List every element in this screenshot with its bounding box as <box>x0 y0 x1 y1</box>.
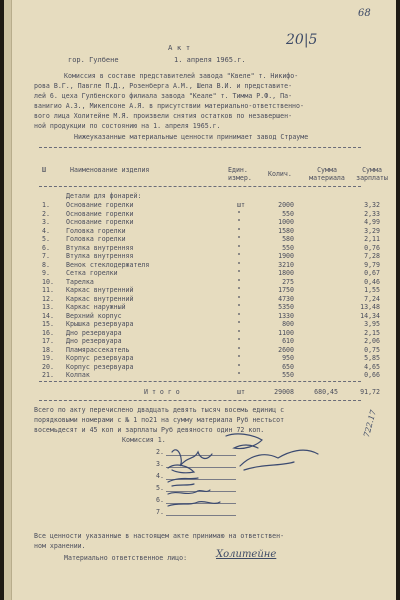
table-section-title: Детали для фонарей: <box>66 192 142 200</box>
col-header-salary-sum: Сумма зарплаты <box>356 166 388 182</box>
total-unit: шт <box>237 388 245 396</box>
row-quantity: 275 <box>282 277 294 286</box>
row-quantity: 650 <box>282 362 294 371</box>
row-unit: " <box>237 354 241 362</box>
responsible-label: Материально ответственное лицо: <box>64 554 188 562</box>
table-header-rule <box>39 186 361 187</box>
row-item-name: Основание горелки <box>66 209 134 218</box>
row-unit: " <box>237 362 241 371</box>
intro-line: рова В.Г., Павгле П.Д., Розенберга А.М., Шепа В.И. и представите- <box>34 82 293 90</box>
col-header-quantity: Колич. <box>268 170 292 178</box>
handwritten-page-number: 68 <box>358 8 371 19</box>
row-number: 17. <box>42 337 54 345</box>
row-number: 20. <box>42 362 54 371</box>
page-binding-edge <box>4 0 12 600</box>
summary-line: восемьдесят и 45 коп и зарплаты Руб девяносто один 72 коп. <box>34 426 265 434</box>
row-salary-sum: 3,29 <box>364 226 380 235</box>
row-number: 18. <box>42 345 54 354</box>
row-unit: " <box>237 252 241 260</box>
row-unit: " <box>237 311 241 320</box>
row-unit: " <box>237 303 241 311</box>
row-salary-sum: 3,32 <box>364 201 380 209</box>
row-quantity: 550 <box>282 243 294 252</box>
intro-line: Комиссия в составе представителей завода "Квеле" т. Никифо- <box>64 72 299 80</box>
responsible-signature: Холитейне <box>216 549 277 560</box>
row-number: 4. <box>42 226 50 235</box>
row-item-name: Пламярассекатель <box>66 345 130 354</box>
row-item-name: Каркас наружный <box>66 303 126 311</box>
row-item-name: Колпак <box>66 371 90 379</box>
row-quantity: 800 <box>282 320 294 328</box>
summary-line: Всего по акту перечислено двадцать девять тысяч восемь единиц с <box>34 406 285 414</box>
signature-scribble <box>168 478 198 486</box>
signature-scribble <box>226 434 262 449</box>
signature-scribble <box>168 502 220 506</box>
row-salary-sum: 7,24 <box>364 294 380 303</box>
row-number: 9. <box>42 269 50 277</box>
row-item-name: Основание горелки <box>66 201 134 209</box>
row-salary-sum: 5,85 <box>364 354 380 362</box>
row-item-name: Сетка горелки <box>66 269 118 277</box>
col-header-unit: Един. измер. <box>228 166 252 182</box>
row-salary-sum: 2,06 <box>364 337 380 345</box>
handwritten-doc-number: 20|5 <box>286 32 318 48</box>
closing-line: ном хранении. <box>34 542 86 550</box>
member-number: 2. <box>156 448 164 456</box>
table-top-rule <box>39 147 361 148</box>
row-unit: " <box>237 328 241 337</box>
row-unit: " <box>237 286 241 294</box>
intro-line: ной продукции по состоянию на 1. апреля 1965.г. <box>34 122 221 130</box>
intro-line: лей 6. цеха Гулбенского филиала завода "Кеале" т. Тимма Р.Ф., Па- <box>34 92 293 100</box>
signature-scribble <box>168 490 210 494</box>
row-unit: " <box>237 218 241 226</box>
row-quantity: 550 <box>282 371 294 379</box>
row-salary-sum: 0,75 <box>364 345 380 354</box>
row-salary-sum: 0,66 <box>364 371 380 379</box>
row-quantity: 1750 <box>278 286 294 294</box>
row-number: 14. <box>42 311 54 320</box>
row-unit: " <box>237 294 241 303</box>
row-number: 11. <box>42 286 54 294</box>
row-quantity: 2000 <box>278 201 294 209</box>
col-header-name: Наименование изделия <box>70 166 150 174</box>
handwritten-side-mark: 722.17 <box>362 408 378 439</box>
member-number: 6. <box>156 496 164 504</box>
signature-scribble <box>168 465 194 473</box>
closing-line: Все ценности указанные в настоящем акте принимаю на ответствен- <box>34 532 285 540</box>
row-salary-sum: 14,34 <box>360 311 380 320</box>
row-number: 1. <box>42 201 50 209</box>
row-unit: " <box>237 345 241 354</box>
city-line: гор. Гулбене <box>68 56 119 64</box>
row-salary-sum: 0,76 <box>364 243 380 252</box>
row-unit: " <box>237 235 241 243</box>
row-unit: " <box>237 260 241 269</box>
row-salary-sum: 0,46 <box>364 277 380 286</box>
row-unit: " <box>237 371 241 379</box>
summary-line: порядковыми номерами с № 1 по21 на сумму материала Руб нестьсот <box>34 416 285 424</box>
row-number: 15. <box>42 320 54 328</box>
document-page <box>4 0 396 600</box>
row-item-name: Дно резервуара <box>66 337 122 345</box>
row-item-name: Основание горелки <box>66 218 134 226</box>
row-salary-sum: 7,28 <box>364 252 380 260</box>
row-unit: шт <box>237 201 245 209</box>
row-unit: " <box>237 337 241 345</box>
row-item-name: Тарелка <box>66 277 94 286</box>
row-salary-sum: 9,79 <box>364 260 380 269</box>
intro-line: ванигио А.З., Микелсоне А.Я. в присутствии материально-ответственно- <box>34 102 304 110</box>
row-item-name: Корпус резервуара <box>66 354 134 362</box>
row-quantity: 610 <box>282 337 294 345</box>
row-number: 13. <box>42 303 54 311</box>
row-number: 12. <box>42 294 54 303</box>
total-rule <box>39 400 361 401</box>
row-quantity: 1900 <box>278 252 294 260</box>
row-quantity: 1000 <box>278 218 294 226</box>
row-quantity: 950 <box>282 354 294 362</box>
row-quantity: 2600 <box>278 345 294 354</box>
row-item-name: Каркас внутренний <box>66 294 134 303</box>
total-material-sum: 680,45 <box>314 388 338 396</box>
row-unit: " <box>237 277 241 286</box>
row-unit: " <box>237 320 241 328</box>
row-unit: " <box>237 209 241 218</box>
row-unit: " <box>237 269 241 277</box>
row-item-name: Дно резервуара <box>66 328 122 337</box>
act-title: А к т <box>168 43 191 52</box>
row-item-name: Втулка внутренняя <box>66 252 134 260</box>
row-salary-sum: 2,33 <box>364 209 380 218</box>
row-number: 19. <box>42 354 54 362</box>
row-item-name: Венок стеклодержателя <box>66 260 150 269</box>
total-quantity: 29008 <box>274 388 294 396</box>
row-salary-sum: 13,48 <box>360 303 380 311</box>
commission-label: Комиссия 1. <box>122 436 166 444</box>
row-item-name: Втулка внутренняя <box>66 243 134 252</box>
row-quantity: 1800 <box>278 269 294 277</box>
member-number: 7. <box>156 508 164 516</box>
date-line: 1. апреля 1965.г. <box>174 56 246 64</box>
table-bottom-rule <box>39 381 361 382</box>
row-item-name: Крышка резервуара <box>66 320 134 328</box>
member-number: 3. <box>156 460 164 468</box>
row-quantity: 5350 <box>278 303 294 311</box>
row-quantity: 3210 <box>278 260 294 269</box>
row-number: 5. <box>42 235 50 243</box>
row-item-name: Верхний корпус <box>66 311 122 320</box>
intro-line: вого лица Холитейне М.Я. произвели снятия остатков по незавершен- <box>34 112 293 120</box>
row-number: 3. <box>42 218 50 226</box>
accept-line: Нижеуказанные материальные ценности принимает завод Страуме <box>74 133 309 141</box>
row-quantity: 4730 <box>278 294 294 303</box>
row-salary-sum: 4,65 <box>364 362 380 371</box>
row-number: 16. <box>42 328 54 337</box>
col-header-material-sum: Сумма материала <box>309 166 345 182</box>
member-number: 5. <box>156 484 164 492</box>
row-number: 2. <box>42 209 50 218</box>
row-unit: " <box>237 243 241 252</box>
signature-scribble <box>172 450 212 466</box>
row-item-name: Каркас внутренний <box>66 286 134 294</box>
row-number: 6. <box>42 243 50 252</box>
signature-scribble <box>240 450 318 470</box>
row-number: 8. <box>42 260 50 269</box>
row-quantity: 1100 <box>278 328 294 337</box>
row-salary-sum: 1,55 <box>364 286 380 294</box>
row-number: 21. <box>42 371 54 379</box>
row-quantity: 1580 <box>278 226 294 235</box>
member-number: 4. <box>156 472 164 480</box>
row-quantity: 580 <box>282 235 294 243</box>
row-item-name: Головка горелки <box>66 226 126 235</box>
row-unit: " <box>237 226 241 235</box>
row-salary-sum: 0,67 <box>364 269 380 277</box>
row-salary-sum: 2,15 <box>364 328 380 337</box>
row-salary-sum: 2,11 <box>364 235 380 243</box>
row-salary-sum: 4,99 <box>364 218 380 226</box>
row-number: 10. <box>42 277 54 286</box>
row-quantity: 1330 <box>278 311 294 320</box>
row-item-name: Головка горелки <box>66 235 126 243</box>
total-salary-sum: 91,72 <box>360 388 380 396</box>
total-label: И т о г о <box>144 388 180 396</box>
row-quantity: 550 <box>282 209 294 218</box>
row-number: 7. <box>42 252 50 260</box>
commission-signatures <box>154 430 344 530</box>
row-salary-sum: 3,95 <box>364 320 380 328</box>
row-item-name: Корпус резервуара <box>66 362 134 371</box>
col-header-number: Ш <box>42 166 46 174</box>
